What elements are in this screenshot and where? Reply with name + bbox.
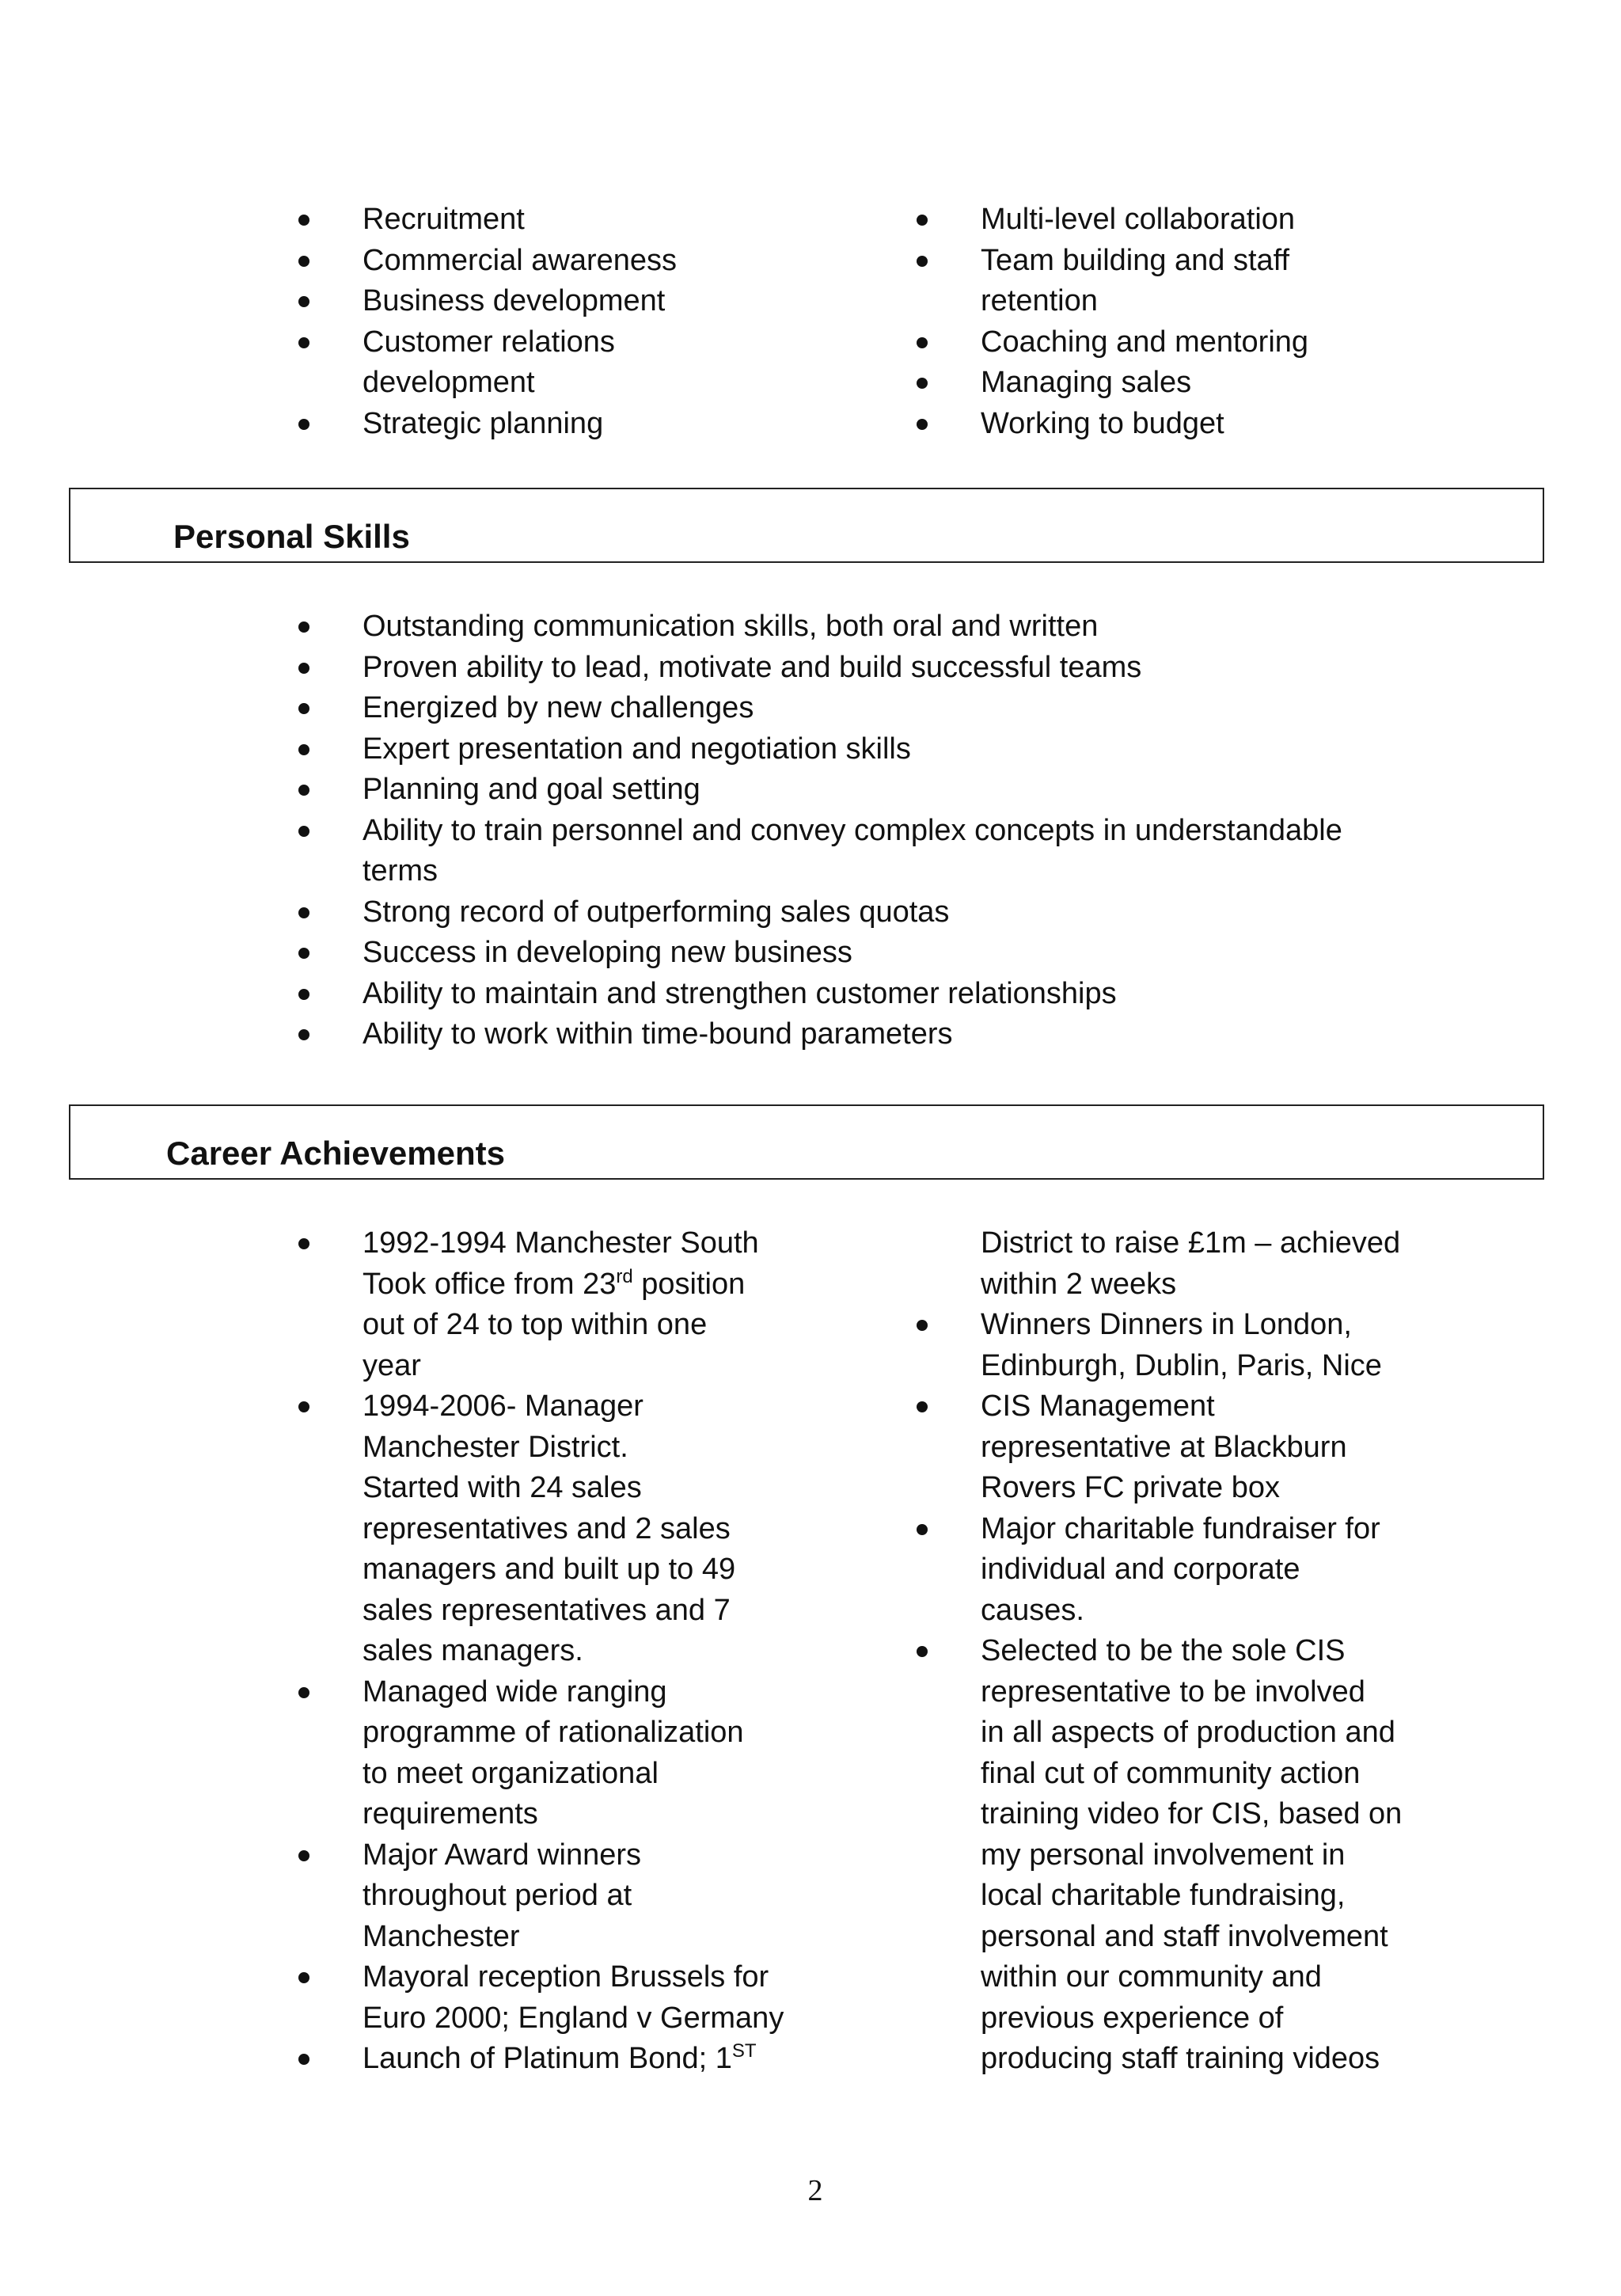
personal-skills-title: Personal Skills <box>173 518 410 555</box>
list-item-line: Ability to train personnel and convey complex concepts in understandable <box>363 813 1342 847</box>
list-item-line: training video for CIS, based on <box>981 1797 1403 1830</box>
list-item-line: within our community and <box>981 1960 1322 1994</box>
list-item <box>917 1386 1423 1509</box>
list-item <box>917 200 1360 241</box>
list-item <box>298 606 1422 648</box>
list-item-line: 1992-1994 Manchester South <box>363 1226 759 1260</box>
list-item-line: final cut of community action <box>981 1756 1361 1790</box>
list-item <box>298 281 710 322</box>
list-item-line <box>363 2039 789 2080</box>
list-item <box>298 648 1422 689</box>
list-item-line: Started with 24 sales <box>363 1471 642 1504</box>
list-item-line: Mayoral reception Brussels for <box>363 1960 769 1994</box>
list-item-line: Ability to maintain and strengthen customer relationships <box>363 976 1117 1010</box>
line-text: position <box>632 1267 746 1301</box>
list-item-line: Strong record of outperforming sales quotas <box>363 895 950 929</box>
list-item-line: Commercial awareness <box>363 243 678 277</box>
list-item <box>298 1223 789 1264</box>
list-item-line: Outstanding communication skills, both oral and written <box>363 610 1099 643</box>
list-item <box>298 200 710 241</box>
list-item <box>298 933 1422 974</box>
list-item <box>298 729 1422 770</box>
list-item-continuation <box>917 1223 1423 1305</box>
list-item-line: Expert presentation and negotiation skills <box>363 732 911 766</box>
list-item-line: causes. <box>981 1593 1084 1627</box>
list-item <box>917 322 1360 363</box>
list-item <box>917 1305 1423 1386</box>
list-item-line: managers and built up to 49 <box>363 1553 736 1586</box>
list-item <box>917 1509 1423 1632</box>
list-item <box>298 241 710 282</box>
list-item-line: out of 24 to top within one <box>363 1308 708 1341</box>
list-item-line: Success in developing new business <box>363 936 852 969</box>
list-item-line: individual and corporate <box>981 1553 1300 1586</box>
list-item-line: representative to be involved <box>981 1674 1365 1709</box>
skills-list-right <box>917 200 1360 444</box>
list-item-line: terms <box>363 854 438 888</box>
list-item-line: Winners Dinners in London, <box>981 1308 1352 1341</box>
list-item <box>298 1014 1422 1055</box>
list-item-line: Proven ability to lead, motivate and build successful teams <box>363 650 1142 684</box>
list-item <box>298 770 1422 811</box>
career-achievements-list-left <box>298 1223 789 2080</box>
list-item <box>298 1672 789 1835</box>
list-item-line: programme of rationalization <box>363 1716 744 1749</box>
list-item-line: in all aspects of production and <box>981 1716 1395 1749</box>
list-item-line: Major charitable fundraiser for <box>981 1511 1380 1545</box>
superscript: rd <box>616 1265 633 1287</box>
list-item-line: Rovers FC private box <box>981 1471 1281 1504</box>
line-text: Took office from 23 <box>363 1267 617 1301</box>
list-item <box>298 974 1422 1015</box>
list-item-line: year <box>363 1348 421 1382</box>
list-item-line: District to raise £1m – achieved <box>981 1226 1401 1260</box>
list-item-line: Energized by new challenges <box>363 691 754 724</box>
list-item-line: Manchester <box>363 1919 520 1953</box>
list-item-line: Working to budget <box>981 406 1224 440</box>
list-item <box>917 1631 1423 2080</box>
list-item-line: Managing sales <box>981 366 1192 399</box>
superscript: ST <box>731 2040 757 2062</box>
list-item-line: previous experience of <box>981 2001 1284 2035</box>
personal-skills-list <box>298 606 1422 1055</box>
career-achievements-list-right <box>917 1223 1423 2080</box>
list-item-line: my personal involvement in <box>981 1838 1346 1872</box>
page-number: 2 <box>807 2174 823 2207</box>
list-item-line: local charitable fundraising, <box>981 1879 1346 1912</box>
list-item-line: personal and staff involvement <box>981 1919 1388 1953</box>
list-item-line: Euro 2000; England v Germany <box>363 2001 784 2035</box>
list-item-line: Ability to work within time-bound parameters <box>363 1017 953 1051</box>
skills-list-left <box>298 200 710 444</box>
list-item-line: Manchester District. <box>363 1430 628 1464</box>
list-item-line: representatives and 2 sales <box>363 1511 731 1545</box>
list-item-line: Strategic planning <box>363 406 604 440</box>
list-item <box>917 363 1360 404</box>
list-item-line: development <box>363 366 535 399</box>
list-item <box>298 1386 789 1672</box>
list-item-line: CIS Management <box>981 1389 1215 1423</box>
list-item-line: sales managers. <box>363 1634 583 1667</box>
list-item-line: Edinburgh, Dublin, Paris, Nice <box>981 1348 1382 1382</box>
list-item-line: Team building and staff <box>981 243 1290 277</box>
list-item-line: retention <box>981 284 1098 317</box>
list-item <box>298 688 1422 729</box>
list-item-line: throughout period at <box>363 1879 632 1912</box>
list-item-line: sales representatives and 7 <box>363 1593 731 1627</box>
list-item-continuation <box>298 1264 789 1387</box>
list-item-line: Business development <box>363 284 666 317</box>
list-item-line: Selected to be the sole CIS <box>981 1634 1346 1667</box>
list-item <box>298 2039 789 2080</box>
list-item-line: Recruitment <box>363 203 525 236</box>
list-item-line: Planning and goal setting <box>363 773 700 806</box>
list-item-line: Multi-level collaboration <box>981 203 1296 236</box>
list-item <box>298 322 710 404</box>
list-item-line: to meet organizational <box>363 1756 659 1790</box>
list-item-line: Coaching and mentoring <box>981 325 1309 359</box>
list-item-line: within 2 weeks <box>981 1267 1177 1301</box>
list-item-line: 1994-2006- Manager <box>363 1389 643 1423</box>
list-item <box>917 241 1360 322</box>
list-item <box>298 892 1422 933</box>
list-item-line: producing staff training videos <box>981 2042 1380 2075</box>
list-item-line <box>363 1264 789 1306</box>
list-item-line: Customer relations <box>363 325 615 359</box>
line-text: Launch of Platinum Bond; 1 <box>363 2042 732 2075</box>
list-item-line: requirements <box>363 1797 538 1830</box>
list-item <box>298 1957 789 2039</box>
list-item <box>917 404 1360 445</box>
list-item-line: Managed wide ranging <box>363 1674 667 1709</box>
list-item-line: representative at Blackburn <box>981 1430 1347 1464</box>
list-item <box>298 1835 789 1958</box>
list-item-line: Major Award winners <box>363 1838 642 1872</box>
list-item <box>298 404 710 445</box>
list-item <box>298 811 1422 892</box>
career-achievements-title: Career Achievements <box>166 1135 505 1172</box>
